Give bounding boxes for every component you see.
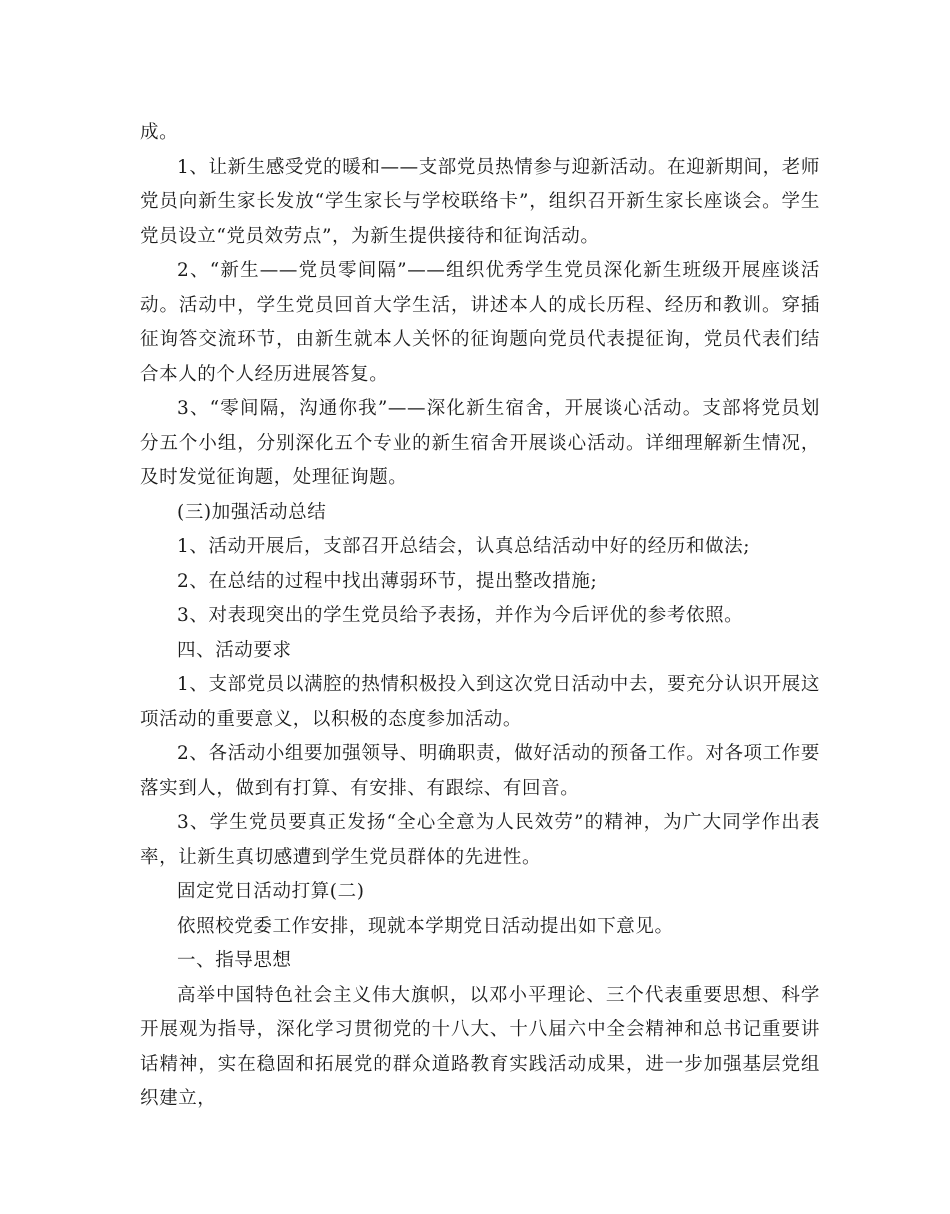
section-heading-summary: (三)加强活动总结 [177, 501, 327, 523]
summary-item-1: 1、活动开展后，支部召开总结会，认真总结活动中好的经历和做法; [177, 536, 751, 557]
summary-item-2: 2、在总结的过程中找出薄弱环节，提出整改措施; [177, 570, 598, 592]
requirement-item-3: 3、学生党员要真正发扬“全心全意为人民效劳”的精神，为广大同学作出表率，让新生真切感遭到学生党员群体的先进性。 [140, 812, 820, 868]
paragraph-item-3: 3、“零间隔，沟通你我”——深化新生宿舍，开展谈心活动。支部将党员划分五个小组，分别深化五个专业的新生宿舍开展谈心活动。详细理解新生情况，及时发觉征询题，处理征询题。 [140, 398, 820, 488]
paragraph-item-1: 1、让新生感受党的暖和——支部党员热情参与迎新活动。在迎新期间，老师党员向新生家长发放“学生家长与学校联络卡”，组织召开新生家长座谈会。学生党员设立“党员效劳点”，为新生提供接待和征询活动。 [140, 156, 820, 247]
summary-item-3: 3、对表现突出的学生党员给予表扬，并作为今后评优的参考依照。 [177, 605, 744, 626]
requirement-item-1: 1、支部党员以满腔的热情积极投入到这次党日活动中去，要充分认识开展这项活动的重要意义，以积极的态度参加活动。 [140, 674, 820, 730]
document-body [140, 116, 820, 1117]
section-heading-requirements: 四、活动要求 [177, 639, 292, 661]
paragraph-item-2: 2、“新生——党员零间隔”——组织优秀学生党员深化新生班级开展座谈活动。活动中，学生党员回首大学生活，讲述本人的成长历程、经历和教训。穿插征询答交流环节，由新生就本人关怀的征询题向党员代表提征询，党员代表们结合本人的个人经历进展答复。 [140, 260, 820, 385]
section-heading-guiding-thought: 一、指导思想 [177, 950, 292, 971]
paragraph-continuation: 成。 [140, 122, 179, 143]
plan-title: 固定党日活动打算(二) [177, 881, 365, 902]
plan-intro: 依照校党委工作安排，现就本学期党日活动提出如下意见。 [177, 915, 674, 937]
guiding-thought-paragraph: 高举中国特色社会主义伟大旗帜，以邓小平理论、三个代表重要思想、科学开展观为指导，深化学习贯彻党的十八大、十八届六中全会精神和总书记重要讲话精神，实在稳固和拓展党的群众道路教育实践活动成果，进一步加强基层党组织建立， [140, 984, 820, 1109]
requirement-item-2: 2、各活动小组要加强领导、明确职责，做好活动的预备工作。对各项工作要落实到人，做到有打算、有安排、有跟综、有回音。 [140, 743, 820, 799]
